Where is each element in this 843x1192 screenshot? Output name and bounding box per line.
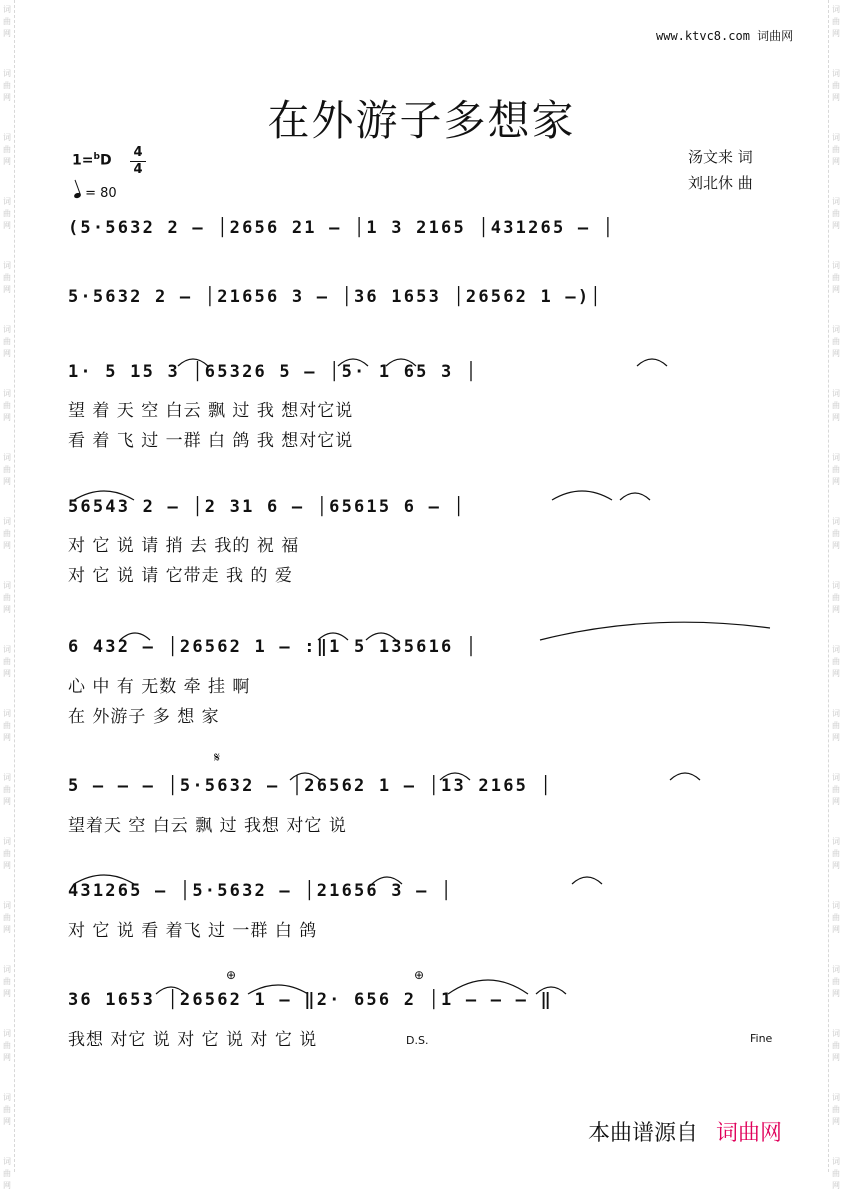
source-prefix: 本曲谱源自 — [588, 1121, 699, 1146]
notes-line: 5 – – – │5·5632 – │26562 1 – │13 2165 │ — [68, 776, 553, 796]
slur — [670, 773, 700, 780]
coda-icon: ⊕ — [226, 968, 237, 982]
edge-watermark-mark: 词曲网 — [832, 325, 840, 358]
edge-watermark-mark: 词曲网 — [3, 517, 11, 550]
slur — [318, 633, 348, 640]
edge-watermark-mark: 词曲网 — [832, 581, 840, 614]
edge-watermark-mark: 词曲网 — [832, 901, 840, 934]
lyric-verse-2: 看 着 飞 过 一群 白 鸽 我 想对它说 — [68, 431, 354, 451]
key-note: D — [99, 152, 112, 169]
time-top: 4 — [133, 145, 143, 160]
slur — [156, 987, 186, 994]
lyric-verse-1: 望着天 空 白云 飘 过 我想 对它 说 — [68, 816, 347, 836]
edge-watermark-mark: 词曲网 — [832, 965, 840, 998]
lyric-verse-1: 心 中 有 无数 牵 挂 啊 — [68, 677, 251, 697]
slur — [536, 987, 566, 994]
edge-watermark-mark: 词曲网 — [832, 773, 840, 806]
slur — [178, 359, 208, 366]
lyric-verse-1: 对 它 说 请 捎 去 我的 祝 福 — [68, 536, 300, 556]
segno-icon: 𝄋 — [214, 750, 221, 766]
slur — [637, 359, 667, 366]
lyricist-credit: 汤文来 词 — [688, 148, 753, 166]
edge-watermark-mark: 词曲网 — [832, 517, 840, 550]
lyric-verse-2: 在 外游子 多 想 家 — [68, 707, 220, 727]
flat-sign: b — [93, 152, 100, 162]
source-brand-link[interactable]: 词曲网 — [716, 1121, 783, 1146]
slur — [74, 491, 134, 500]
slur — [290, 773, 320, 780]
edge-watermark-mark: 词曲网 — [832, 1157, 840, 1190]
lyric-verse-1: 对 它 说 看 着飞 过 一群 白 鸽 — [68, 921, 318, 941]
edge-watermark-mark: 词曲网 — [832, 261, 840, 294]
composer-credit: 刘北休 曲 — [688, 174, 753, 192]
edge-watermark-mark: 词曲网 — [3, 901, 11, 934]
edge-watermark-mark: 词曲网 — [832, 1093, 840, 1126]
slur — [448, 980, 528, 994]
edge-watermark-mark: 词曲网 — [3, 453, 11, 486]
slur — [366, 633, 396, 640]
slur — [572, 877, 602, 884]
notes-line: 5·5632 2 – │21656 3 – │36 1653 │26562 1 –)│ — [68, 287, 603, 307]
edge-watermark-mark: 词曲网 — [832, 837, 840, 870]
lyric-verse-2: 对 它 说 请 它带走 我 的 爱 — [68, 566, 293, 586]
slur — [120, 633, 150, 640]
edge-watermark-mark: 词曲网 — [832, 1029, 840, 1062]
slur — [248, 985, 308, 994]
ds-mark: D.S. — [406, 1034, 429, 1047]
site-url-text: www.ktvc8.com — [656, 29, 750, 43]
slur — [372, 877, 402, 884]
edge-watermark-mark: 词曲网 — [832, 645, 840, 678]
slur — [620, 493, 650, 500]
coda-icon: ⊕ — [414, 968, 425, 982]
edge-watermark-mark: 词曲网 — [832, 389, 840, 422]
edge-watermark-mark: 词曲网 — [3, 837, 11, 870]
edge-watermark-mark: 词曲网 — [3, 389, 11, 422]
edge-watermark-mark: 词曲网 — [3, 5, 11, 38]
edge-watermark-mark: 词曲网 — [3, 133, 11, 166]
notes-line: 56543 2 – │2 31 6 – │65615 6 – │ — [68, 497, 466, 517]
edge-watermark-mark: 词曲网 — [3, 581, 11, 614]
source-credit — [588, 1116, 782, 1147]
slur — [540, 622, 770, 640]
slur — [386, 359, 416, 366]
slur — [440, 773, 470, 780]
edge-watermark-mark: 词曲网 — [3, 645, 11, 678]
slur — [552, 491, 612, 500]
edge-watermark-mark: 词曲网 — [3, 1029, 11, 1062]
edge-watermark-mark: 词曲网 — [3, 773, 11, 806]
key-prefix: 1= — [72, 152, 94, 169]
edge-watermark-mark: 词曲网 — [832, 197, 840, 230]
edge-watermark-mark: 词曲网 — [3, 965, 11, 998]
notes-line: (5·5632 2 – │2656 21 – │1 3 2165 │431265 – │ — [68, 218, 616, 238]
site-name: 词曲网 — [757, 29, 794, 43]
edge-watermark-mark: 词曲网 — [3, 1093, 11, 1126]
edge-watermark-mark: 词曲网 — [832, 709, 840, 742]
tempo-value: = 80 — [85, 186, 117, 201]
edge-watermark-mark: 词曲网 — [832, 69, 840, 102]
lyric-verse-1: 望 着 天 空 白云 飘 过 我 想对它说 — [68, 401, 354, 421]
edge-watermark-mark: 词曲网 — [3, 709, 11, 742]
notes-line: 431265 – │5·5632 – │21656 3 – │ — [68, 881, 454, 901]
notes-line: 6 432 – │26562 1 – :‖1 5 135616 │ — [68, 637, 479, 657]
fine-mark: Fine — [750, 1032, 773, 1045]
notes-line: 36 1653 │26562 1 – ‖2· 656 2 │1 – – – ‖ — [68, 990, 553, 1010]
edge-watermark-mark: 词曲网 — [832, 453, 840, 486]
notes-line: 1· 5 15 3 │65326 5 – │5· 1 65 3 │ — [68, 362, 479, 382]
lyric-verse-1: 我想 对它 说 对 它 说 对 它 说 — [68, 1030, 318, 1050]
edge-watermark-mark: 词曲网 — [3, 197, 11, 230]
edge-watermark-mark: 词曲网 — [3, 325, 11, 358]
edge-watermark-mark: 词曲网 — [3, 69, 11, 102]
song-title: 在外游子多想家 — [267, 96, 576, 145]
edge-watermark-mark: 词曲网 — [3, 261, 11, 294]
edge-watermark-mark: 词曲网 — [832, 5, 840, 38]
slur — [74, 875, 134, 884]
slur — [338, 359, 368, 366]
edge-watermark-mark: 词曲网 — [832, 133, 840, 166]
edge-watermark-mark: 词曲网 — [3, 1157, 11, 1190]
time-bottom: 4 — [133, 162, 143, 177]
